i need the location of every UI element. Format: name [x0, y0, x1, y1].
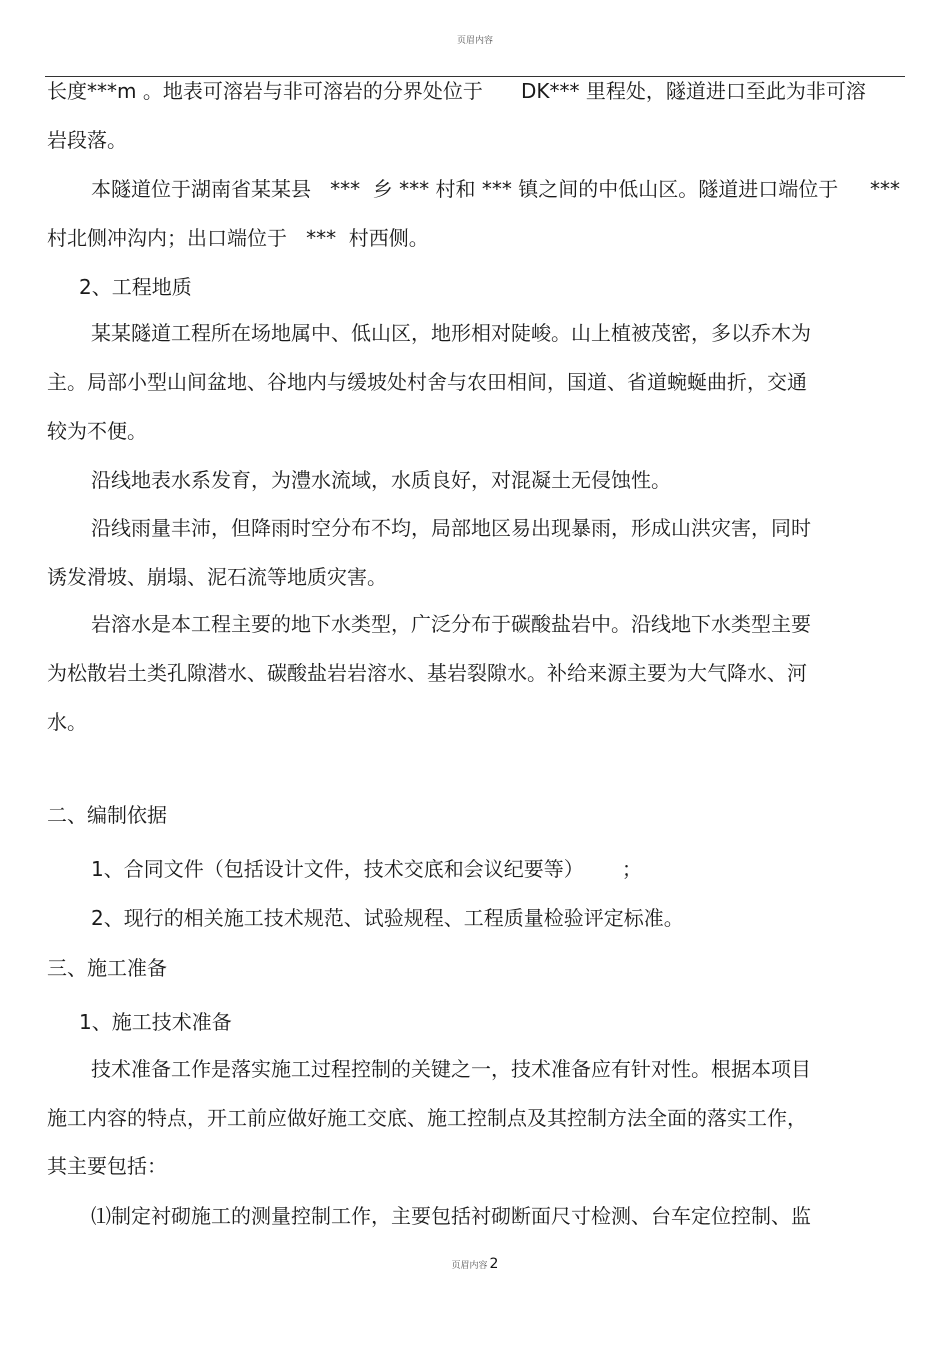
paragraph-line: 本隧道位于湖南省某某县 *** 乡 *** 村和 *** 镇之间的中低山区。隧道进口端位于 ***	[91, 177, 901, 201]
list-item: 2、现行的相关施工技术规范、试验规程、工程质量检验评定标准。	[91, 906, 684, 930]
section-heading: 1、施工技术准备	[79, 1010, 232, 1034]
section-heading: 2、工程地质	[79, 275, 192, 299]
paragraph-line: 为松散岩土类孔隙潜水、碳酸盐岩岩溶水、基岩裂隙水。补给来源主要为大气降水、河	[47, 661, 807, 685]
paragraph-line: 岩段落。	[47, 128, 127, 152]
paragraph-line: 长度***m 。地表可溶岩与非可溶岩的分界处位于 DK*** 里程处，隧道进口至此为非可溶	[47, 79, 866, 103]
footer-text: 页眉内容	[451, 1261, 488, 1271]
paragraph-line: 水。	[47, 710, 87, 734]
chapter-heading: 三、施工准备	[47, 956, 167, 980]
page-number: 2	[489, 1256, 499, 1272]
paragraph-line: 村北侧冲沟内；出口端位于 *** 村西侧。	[47, 226, 429, 250]
paragraph-line: 其主要包括：	[47, 1154, 167, 1178]
page-footer	[0, 1256, 950, 1272]
paragraph-line: 较为不便。	[47, 419, 147, 443]
paragraph-line: 诱发滑坡、崩塌、泥石流等地质灾害。	[47, 565, 387, 589]
paragraph-line: 某某隧道工程所在场地属中、低山区，地形相对陡峻。山上植被茂密，多以乔木为	[91, 321, 811, 345]
paragraph-line: 岩溶水是本工程主要的地下水类型，广泛分布于碳酸盐岩中。沿线地下水类型主要	[91, 612, 811, 636]
list-item: 1、合同文件（包括设计文件，技术交底和会议纪要等） ；	[91, 857, 642, 881]
paragraph-line: 技术准备工作是落实施工过程控制的关键之一，技术准备应有针对性。根据本项目	[91, 1057, 811, 1081]
paragraph-line: 主。局部小型山间盆地、谷地内与缓坡处村舍与农田相间，国道、省道蜿蜒曲折，交通	[47, 370, 807, 394]
paragraph-line: 施工内容的特点，开工前应做好施工交底、施工控制点及其控制方法全面的落实工作，	[47, 1106, 807, 1130]
header-divider	[45, 76, 905, 77]
paragraph-line: 沿线雨量丰沛，但降雨时空分布不均，局部地区易出现暴雨，形成山洪灾害，同时	[91, 516, 811, 540]
header-text: 页眉内容	[456, 36, 493, 46]
paragraph-line: 沿线地表水系发育，为澧水流域，水质良好，对混凝土无侵蚀性。	[91, 468, 671, 492]
paragraph-line: ⑴制定衬砌施工的测量控制工作，主要包括衬砌断面尺寸检测、台车定位控制、监	[91, 1204, 811, 1228]
chapter-heading: 二、编制依据	[47, 803, 167, 827]
